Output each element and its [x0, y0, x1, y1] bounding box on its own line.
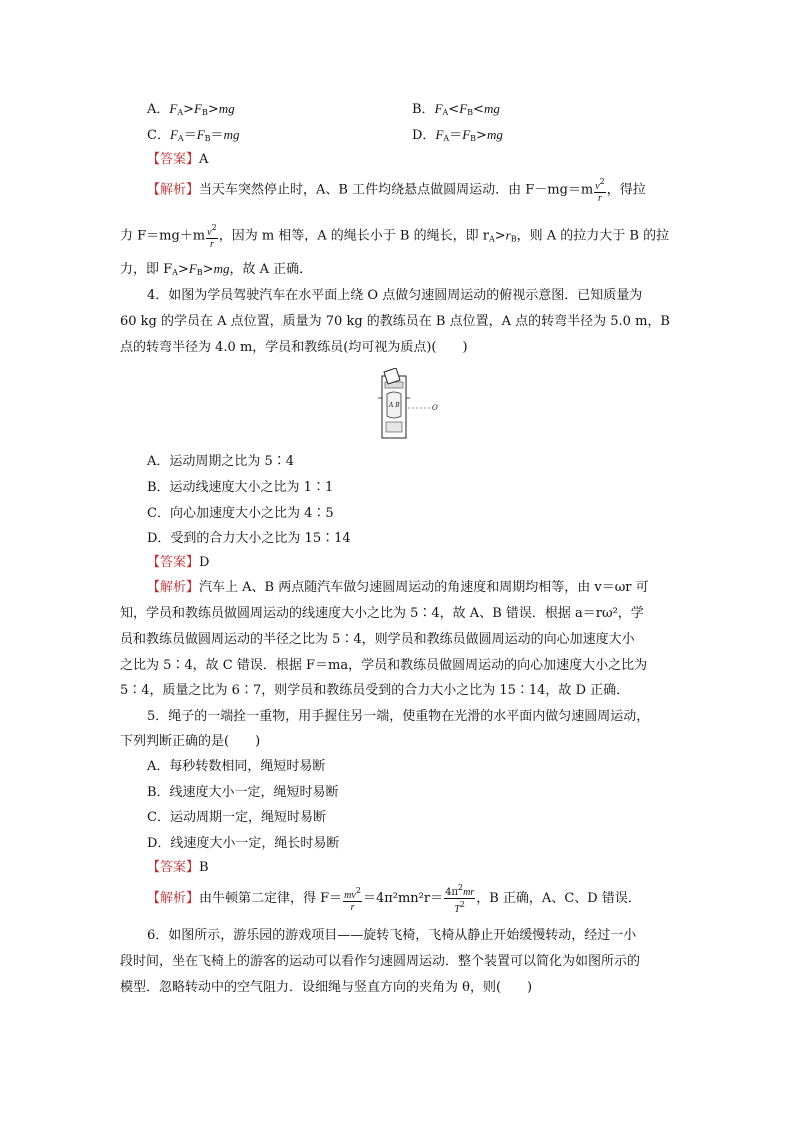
4pi2mr-over-t2-fraction: $\frac{4\pi^2mr}{T^2}$	[445, 883, 475, 915]
q4-analysis-text: 汽车上 A、B 两点随汽车做匀速圆周运动的角速度和周期均相等，由 v＝ωr 可	[199, 580, 649, 595]
q3-option-d: D．$F_A=F_B>mg$	[412, 127, 503, 143]
answer-tag: 【答案】	[147, 555, 200, 570]
q5-stem-line-2: 下列判断正确的是( )	[120, 734, 261, 749]
q4-analysis-line-4: 之比为 5∶4，故 C 错误．根据 F＝ma，学员和教练员做圆周运动的向心加速度大小之比为	[120, 658, 648, 673]
q5-option-b: B．线速度大小一定，绳短时易断	[147, 785, 339, 800]
analysis-tag: 【解析】	[147, 580, 200, 595]
v2-over-r-fraction: $\frac{v^2}{r}$	[207, 223, 217, 250]
q3-analysis-line-1	[147, 176, 646, 204]
q5-answer	[147, 856, 209, 875]
q3-option-a: A．$F_A>F_B>mg$	[147, 101, 235, 117]
answer-value: D	[199, 555, 210, 570]
q3-analysis-line-3: 力，即 $F_A>F_B>mg$，故 A 正确．	[120, 261, 313, 277]
v2-over-r-fraction: $\frac{v^2}{r}$	[595, 177, 605, 204]
q3-analysis-line-2: 力 F＝mg＋m $\frac{v^2}{r}$ ，因为 m 相等，A 的绳长小于 B 的绳长，即 $r_A>r_B$，则 A 的拉力大于 B 的拉	[120, 223, 670, 250]
car-top-view-figure	[370, 368, 440, 440]
q5-option-c: C．运动周期一定，绳短时易断	[147, 810, 326, 825]
q5-stem-line-1: 5．绳子的一端拴一重物，用手握住另一端，使重物在光滑的水平面内做匀速圆周运动，	[147, 709, 650, 724]
q3-option-b-label: B．	[412, 102, 435, 117]
q6-stem-line-1: 6．如图所示，游乐园的游戏项目——旋转飞椅，飞椅从静止开始缓慢转动，经过一小	[147, 928, 637, 943]
answer-tag: 【答案】	[147, 152, 200, 167]
car-diagram	[370, 368, 440, 440]
figure-label-ab: A B	[389, 402, 400, 409]
figure-label-o: O	[432, 404, 438, 412]
q4-stem-line-3: 点的转弯半径为 4.0 m，学员和教练员(均可视为质点)( )	[120, 340, 468, 355]
q4-analysis-line-3: 员和教练员做圆周运动的半径之比为 5∶4，则学员和教练员做圆周运动的向心加速度大小	[120, 632, 635, 647]
mv2-over-r-fraction: $\frac{mv^2}{r}$	[344, 885, 361, 913]
answer-tag: 【答案】	[147, 860, 200, 875]
q3-option-b: B．$F_A<F_B<mg$	[412, 101, 500, 117]
q4-analysis-line-1	[147, 576, 649, 595]
q3-option-c: C．$F_A=F_B=mg$	[147, 127, 240, 143]
q3-analysis-text: 当天车突然停止时，A、B 工件均绕悬点做圆周运动．由 F－mg＝m	[199, 182, 594, 198]
q3-analysis-text: ，得拉	[606, 182, 646, 198]
q5-analysis-text: 由牛顿第二定律，得 F＝	[199, 891, 343, 906]
q4-stem-line-1: 4．如图为学员驾驶汽车在水平面上绕 O 点做匀速圆周运动的俯视示意图．已知质量为	[147, 288, 643, 303]
q3-analysis-text: ，故 A 正确．	[229, 262, 313, 277]
q6-stem-line-2: 段时间，坐在飞椅上的游客的运动可以看作匀速圆周运动．整个装置可以简化为如图所示的	[120, 954, 641, 969]
q4-option-c: C．向心加速度大小之比为 4∶5	[147, 506, 334, 521]
q4-option-a: A．运动周期之比为 5∶4	[147, 454, 295, 469]
answer-value: A	[199, 152, 209, 167]
answer-value: B	[199, 860, 209, 875]
q4-answer	[147, 551, 209, 570]
q3-option-a-label: A．	[147, 102, 170, 117]
q5-analysis-text: ，B 正确，A、C、D 错误．	[476, 891, 641, 906]
q4-analysis-line-5: 5∶4，质量之比为 6∶7，则学员和教练员受到的合力大小之比为 15∶14，故 D 正确．	[120, 683, 630, 698]
q6-stem-line-3: 模型．忽略转动中的空气阻力．设细绳与竖直方向的夹角为 θ，则( )	[120, 980, 533, 995]
q3-analysis-text: 力 F＝mg＋m	[120, 228, 206, 244]
q3-analysis-text: ，因为 m 相等，A 的绳长小于 B 的绳长，即 r	[218, 228, 489, 244]
q4-option-d: D．受到的合力大小之比为 15∶14	[147, 531, 351, 546]
q3-analysis-text: ，则 A 的拉力大于 B 的拉	[516, 228, 670, 244]
q4-analysis-line-2: 知，学员和教练员做圆周运动的线速度大小之比为 5∶4，故 A、B 错误．根据 a＝rω²，学	[120, 606, 644, 621]
analysis-tag: 【解析】	[147, 182, 200, 198]
q5-analysis	[147, 882, 641, 915]
q5-option-d: D．线速度大小一定，绳长时易断	[147, 836, 340, 851]
q5-analysis-text: ＝4π²mn²r＝	[362, 891, 444, 906]
q3-option-d-label: D．	[412, 128, 436, 143]
q3-analysis-text: 力，即 F	[120, 262, 173, 277]
q4-stem-line-2: 60 kg 的学员在 A 点位置，质量为 70 kg 的教练员在 B 点位置，A 点的转弯半径为 5.0 m，B	[120, 314, 670, 329]
q3-option-c-label: C．	[147, 128, 170, 143]
analysis-tag: 【解析】	[147, 891, 200, 906]
q3-answer	[147, 148, 208, 167]
q4-option-b: B．运动线速度大小之比为 1∶1	[147, 480, 334, 495]
q5-option-a: A．每秒转数相同，绳短时易断	[147, 759, 326, 774]
